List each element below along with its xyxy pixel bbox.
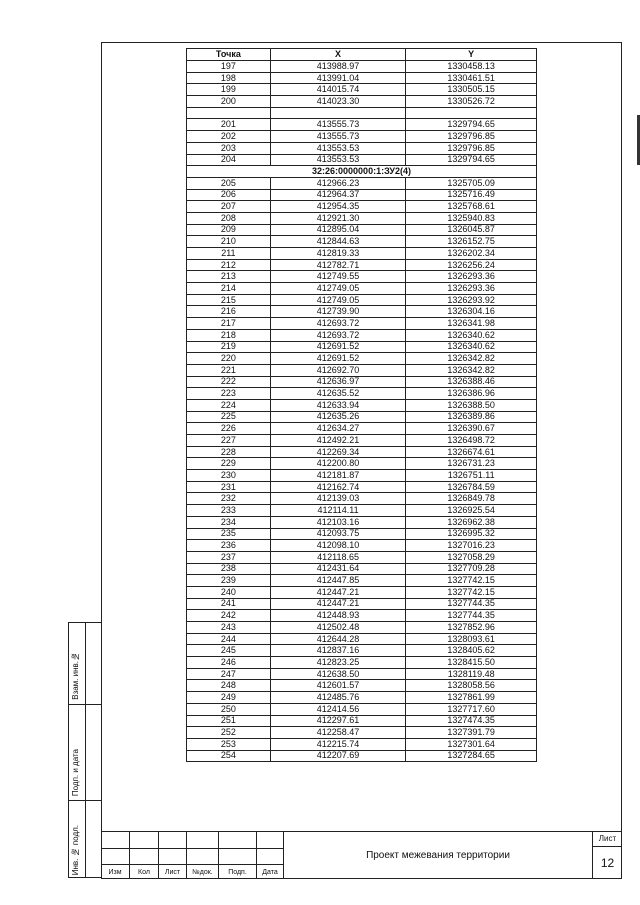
cell-point: 248 bbox=[187, 680, 271, 692]
cell-point: 224 bbox=[187, 399, 271, 411]
cell-y: 1330526.72 bbox=[406, 96, 537, 108]
cell-y: 1327284.65 bbox=[406, 750, 537, 762]
cell-point: 204 bbox=[187, 154, 271, 166]
tb-col-ndok bbox=[187, 832, 219, 879]
table-row bbox=[187, 703, 537, 715]
cell-x: 412215.74 bbox=[270, 738, 406, 750]
cell-y: 1326293.92 bbox=[406, 294, 537, 306]
cell-y: 1329794.65 bbox=[406, 154, 537, 166]
table-body bbox=[187, 61, 537, 762]
cell-x: 412601.57 bbox=[270, 680, 406, 692]
cell-point: 202 bbox=[187, 131, 271, 143]
cell-point: 245 bbox=[187, 645, 271, 657]
cell-x: 412634.27 bbox=[270, 423, 406, 435]
cell-y: 1326925.54 bbox=[406, 505, 537, 517]
cell-x: 412114.11 bbox=[270, 505, 406, 517]
cell-x: 414023.30 bbox=[270, 96, 406, 108]
cell-y: 1326202.34 bbox=[406, 248, 537, 260]
table-row bbox=[187, 154, 537, 166]
cell-point bbox=[187, 107, 271, 119]
table-row bbox=[187, 271, 537, 283]
table-row bbox=[187, 212, 537, 224]
table-row bbox=[187, 481, 537, 493]
table-row bbox=[187, 189, 537, 201]
cell-x: 412823.25 bbox=[270, 657, 406, 669]
cell-y: 1327852.96 bbox=[406, 622, 537, 634]
cell-y: 1329796.85 bbox=[406, 131, 537, 143]
cell-y: 1326341.98 bbox=[406, 318, 537, 330]
cell-y: 1328093.61 bbox=[406, 633, 537, 645]
cell-y bbox=[406, 107, 537, 119]
table-row bbox=[187, 563, 537, 575]
cell-x: 412258.47 bbox=[270, 727, 406, 739]
cell-x: 412691.52 bbox=[270, 341, 406, 353]
cell-y: 1325705.09 bbox=[406, 177, 537, 189]
table-row bbox=[187, 201, 537, 213]
cell-point: 228 bbox=[187, 446, 271, 458]
table-row bbox=[187, 750, 537, 762]
cell-y: 1326674.61 bbox=[406, 446, 537, 458]
cell-y: 1326045.87 bbox=[406, 224, 537, 236]
table-row bbox=[187, 376, 537, 388]
cell-x: 412633.94 bbox=[270, 399, 406, 411]
tb-col-podp bbox=[219, 832, 257, 879]
cell-y: 1328405.62 bbox=[406, 645, 537, 657]
tb-label-izm: Изм bbox=[108, 869, 122, 876]
cell-y: 1326340.62 bbox=[406, 329, 537, 341]
table-row bbox=[187, 657, 537, 669]
cell-point: 215 bbox=[187, 294, 271, 306]
table-row bbox=[187, 423, 537, 435]
cell-point: 203 bbox=[187, 142, 271, 154]
table-row bbox=[187, 727, 537, 739]
cell-x: 412492.21 bbox=[270, 435, 406, 447]
cell-y: 1326152.75 bbox=[406, 236, 537, 248]
cell-y: 1326342.82 bbox=[406, 364, 537, 376]
table-row bbox=[187, 177, 537, 189]
cell-point: 252 bbox=[187, 727, 271, 739]
cell-point: 243 bbox=[187, 622, 271, 634]
cell-y: 1327301.64 bbox=[406, 738, 537, 750]
cell-point: 218 bbox=[187, 329, 271, 341]
cell-x: 412139.03 bbox=[270, 493, 406, 505]
table-header-row bbox=[187, 49, 537, 61]
cell-x: 412447.21 bbox=[270, 598, 406, 610]
table-row bbox=[187, 575, 537, 587]
cell-x: 413553.53 bbox=[270, 154, 406, 166]
cell-y: 1329794.65 bbox=[406, 119, 537, 131]
cell-x: 412447.85 bbox=[270, 575, 406, 587]
table-row bbox=[187, 399, 537, 411]
cell-point: 198 bbox=[187, 72, 271, 84]
header-y: Y bbox=[406, 49, 537, 61]
cell-point: 200 bbox=[187, 96, 271, 108]
cell-point: 207 bbox=[187, 201, 271, 213]
side-stamp-orig-inv bbox=[69, 801, 102, 879]
cell-y: 1326784.59 bbox=[406, 481, 537, 493]
cell-x: 412103.16 bbox=[270, 516, 406, 528]
cell-y: 1327742.15 bbox=[406, 575, 537, 587]
table-row bbox=[187, 610, 537, 622]
cell-point: 217 bbox=[187, 318, 271, 330]
cell-point: 216 bbox=[187, 306, 271, 318]
cell-point: 227 bbox=[187, 435, 271, 447]
cell-point: 235 bbox=[187, 528, 271, 540]
cell-x: 412635.26 bbox=[270, 411, 406, 423]
cell-x: 412414.56 bbox=[270, 703, 406, 715]
tb-label-data: Дата bbox=[262, 869, 278, 876]
cell-point: 233 bbox=[187, 505, 271, 517]
table-row bbox=[187, 692, 537, 704]
table-row bbox=[187, 96, 537, 108]
table-row bbox=[187, 586, 537, 598]
cell-point: 251 bbox=[187, 715, 271, 727]
cell-x: 412954.35 bbox=[270, 201, 406, 213]
cell-y: 1325716.49 bbox=[406, 189, 537, 201]
cell-y: 1327058.29 bbox=[406, 551, 537, 563]
cell-point: 206 bbox=[187, 189, 271, 201]
cell-y: 1326293.36 bbox=[406, 271, 537, 283]
tb-col-kol bbox=[130, 832, 159, 879]
cell-point: 241 bbox=[187, 598, 271, 610]
sheet-box bbox=[592, 832, 622, 879]
table-row bbox=[187, 329, 537, 341]
table-row bbox=[187, 551, 537, 563]
table-row bbox=[187, 72, 537, 84]
cell-x: 412162.74 bbox=[270, 481, 406, 493]
cell-y: 1326293.36 bbox=[406, 283, 537, 295]
table-row bbox=[187, 645, 537, 657]
cell-y: 1330461.51 bbox=[406, 72, 537, 84]
cell-y: 1328058.56 bbox=[406, 680, 537, 692]
cell-y: 1327742.15 bbox=[406, 586, 537, 598]
tb-label-podp: Подп. bbox=[228, 869, 247, 876]
cell-y: 1330505.15 bbox=[406, 84, 537, 96]
cell-y: 1327016.23 bbox=[406, 540, 537, 552]
cell-x: 412200.80 bbox=[270, 458, 406, 470]
cell-x: 412691.52 bbox=[270, 353, 406, 365]
cell-x: 412782.71 bbox=[270, 259, 406, 271]
cell-x: 414015.74 bbox=[270, 84, 406, 96]
cell-point: 210 bbox=[187, 236, 271, 248]
table-row bbox=[187, 388, 537, 400]
table-row bbox=[187, 341, 537, 353]
cell-y: 1327744.35 bbox=[406, 598, 537, 610]
cell-point: 254 bbox=[187, 750, 271, 762]
cell-x: 412502.48 bbox=[270, 622, 406, 634]
cell-x: 412093.75 bbox=[270, 528, 406, 540]
cell-point: 220 bbox=[187, 353, 271, 365]
cell-x: 412485.76 bbox=[270, 692, 406, 704]
cell-point: 234 bbox=[187, 516, 271, 528]
cell-y: 1326256.24 bbox=[406, 259, 537, 271]
cell-point: 236 bbox=[187, 540, 271, 552]
tb-col-data bbox=[257, 832, 284, 879]
cell-x: 412964.37 bbox=[270, 189, 406, 201]
cell-x: 412819.33 bbox=[270, 248, 406, 260]
cell-point: 229 bbox=[187, 458, 271, 470]
tb-label-list: Лист bbox=[164, 869, 181, 876]
cell-x: 412638.50 bbox=[270, 668, 406, 680]
header-x: X bbox=[270, 49, 406, 61]
cell-x: 412207.69 bbox=[270, 750, 406, 762]
table-row bbox=[187, 107, 537, 119]
cell-y: 1326388.46 bbox=[406, 376, 537, 388]
cell-x: 412644.28 bbox=[270, 633, 406, 645]
cell-x: 412181.87 bbox=[270, 470, 406, 482]
cell-y: 1328119.48 bbox=[406, 668, 537, 680]
cell-x: 412118.65 bbox=[270, 551, 406, 563]
table-row bbox=[187, 622, 537, 634]
cell-x: 412635.52 bbox=[270, 388, 406, 400]
cell-y: 1325940.83 bbox=[406, 212, 537, 224]
table-row bbox=[187, 131, 537, 143]
table-row bbox=[187, 294, 537, 306]
cell-x: 412844.63 bbox=[270, 236, 406, 248]
cell-y: 1327474.35 bbox=[406, 715, 537, 727]
cell-point: 211 bbox=[187, 248, 271, 260]
cell-point: 247 bbox=[187, 668, 271, 680]
cell-x bbox=[270, 107, 406, 119]
cell-y: 1326995.32 bbox=[406, 528, 537, 540]
table-row bbox=[187, 435, 537, 447]
table-row bbox=[187, 364, 537, 376]
cell-point: 214 bbox=[187, 283, 271, 295]
cell-y: 1327709.28 bbox=[406, 563, 537, 575]
cell-y: 1326849.78 bbox=[406, 493, 537, 505]
cell-y: 1330458.13 bbox=[406, 61, 537, 73]
side-label-orig-inv: Инв. № подл. bbox=[71, 824, 80, 875]
table-row bbox=[187, 84, 537, 96]
table-row bbox=[187, 411, 537, 423]
cell-x: 412447.21 bbox=[270, 586, 406, 598]
cell-point: 225 bbox=[187, 411, 271, 423]
cell-point: 197 bbox=[187, 61, 271, 73]
cell-y: 1328415.50 bbox=[406, 657, 537, 669]
side-label-replace-inv: Взам. инв.№ bbox=[71, 652, 80, 700]
cell-point: 209 bbox=[187, 224, 271, 236]
table-row bbox=[187, 493, 537, 505]
cell-point: 253 bbox=[187, 738, 271, 750]
cell-point: 246 bbox=[187, 657, 271, 669]
cell-point: 221 bbox=[187, 364, 271, 376]
cell-y: 1326304.16 bbox=[406, 306, 537, 318]
table-row bbox=[187, 318, 537, 330]
cell-point: 239 bbox=[187, 575, 271, 587]
side-stamp bbox=[68, 622, 102, 878]
header-point: Точка bbox=[187, 49, 271, 61]
table-row bbox=[187, 715, 537, 727]
cell-x: 412693.72 bbox=[270, 318, 406, 330]
cell-point: 213 bbox=[187, 271, 271, 283]
cell-y: 1326340.62 bbox=[406, 341, 537, 353]
cell-y: 1326731.23 bbox=[406, 458, 537, 470]
cell-x: 412749.05 bbox=[270, 294, 406, 306]
table-row bbox=[187, 248, 537, 260]
table-row bbox=[187, 738, 537, 750]
table-row bbox=[187, 633, 537, 645]
sheet-label: Лист bbox=[593, 832, 622, 847]
cell-point: 230 bbox=[187, 470, 271, 482]
cell-y: 1327391.79 bbox=[406, 727, 537, 739]
cell-y: 1326962.38 bbox=[406, 516, 537, 528]
side-stamp-sign-date bbox=[69, 705, 102, 801]
table-row bbox=[187, 446, 537, 458]
cell-x: 412297.61 bbox=[270, 715, 406, 727]
table-row bbox=[187, 224, 537, 236]
cell-y: 1326388.50 bbox=[406, 399, 537, 411]
section-label: 32:26:0000000:1:ЗУ2(4) bbox=[187, 166, 537, 178]
table-row bbox=[187, 306, 537, 318]
table-row bbox=[187, 283, 537, 295]
cell-point: 223 bbox=[187, 388, 271, 400]
cell-x: 412739.90 bbox=[270, 306, 406, 318]
cell-point: 237 bbox=[187, 551, 271, 563]
cell-point: 212 bbox=[187, 259, 271, 271]
sheet-number: 12 bbox=[600, 856, 615, 870]
side-label-sign-date: Подп. и дата bbox=[71, 748, 80, 796]
cell-y: 1326390.67 bbox=[406, 423, 537, 435]
cell-x: 412431.64 bbox=[270, 563, 406, 575]
table-row bbox=[187, 119, 537, 131]
tb-col-izm bbox=[101, 832, 130, 879]
table-row bbox=[187, 470, 537, 482]
table-row bbox=[187, 505, 537, 517]
cell-x: 412921.30 bbox=[270, 212, 406, 224]
cell-x: 412692.70 bbox=[270, 364, 406, 376]
table-row bbox=[187, 516, 537, 528]
cell-x: 413553.53 bbox=[270, 142, 406, 154]
title-block bbox=[101, 831, 622, 879]
cell-point: 232 bbox=[187, 493, 271, 505]
cell-point: 219 bbox=[187, 341, 271, 353]
cell-x: 412448.93 bbox=[270, 610, 406, 622]
cell-x: 413988.97 bbox=[270, 61, 406, 73]
cell-point: 250 bbox=[187, 703, 271, 715]
cell-y: 1329796.85 bbox=[406, 142, 537, 154]
cell-x: 412749.55 bbox=[270, 271, 406, 283]
tb-label-kol: Кол bbox=[138, 869, 150, 876]
cell-point: 226 bbox=[187, 423, 271, 435]
table-row bbox=[187, 166, 537, 178]
cell-y: 1326389.86 bbox=[406, 411, 537, 423]
cell-y: 1326386.96 bbox=[406, 388, 537, 400]
cell-x: 413555.73 bbox=[270, 119, 406, 131]
cell-point: 199 bbox=[187, 84, 271, 96]
cell-point: 208 bbox=[187, 212, 271, 224]
cell-x: 412269.34 bbox=[270, 446, 406, 458]
cell-point: 238 bbox=[187, 563, 271, 575]
cell-point: 231 bbox=[187, 481, 271, 493]
cell-x: 412693.72 bbox=[270, 329, 406, 341]
table-row bbox=[187, 458, 537, 470]
cell-x: 412098.10 bbox=[270, 540, 406, 552]
cell-y: 1327717.60 bbox=[406, 703, 537, 715]
cell-point: 244 bbox=[187, 633, 271, 645]
cell-y: 1326342.82 bbox=[406, 353, 537, 365]
table-row bbox=[187, 61, 537, 73]
table-row bbox=[187, 353, 537, 365]
table-row bbox=[187, 528, 537, 540]
cell-x: 413555.73 bbox=[270, 131, 406, 143]
table-row bbox=[187, 236, 537, 248]
cell-x: 412966.23 bbox=[270, 177, 406, 189]
table-row bbox=[187, 142, 537, 154]
tb-col-list bbox=[159, 832, 187, 879]
cell-point: 205 bbox=[187, 177, 271, 189]
cell-y: 1326751.11 bbox=[406, 470, 537, 482]
cell-point: 240 bbox=[187, 586, 271, 598]
cell-y: 1327861.99 bbox=[406, 692, 537, 704]
cell-x: 413991.04 bbox=[270, 72, 406, 84]
document-title: Проект межевания территории bbox=[366, 850, 510, 861]
cell-x: 412636.97 bbox=[270, 376, 406, 388]
table-row bbox=[187, 680, 537, 692]
table-row bbox=[187, 668, 537, 680]
side-stamp-replace-inv bbox=[69, 623, 102, 705]
cell-y: 1327744.35 bbox=[406, 610, 537, 622]
table-row bbox=[187, 259, 537, 271]
cell-y: 1326498.72 bbox=[406, 435, 537, 447]
cell-point: 222 bbox=[187, 376, 271, 388]
cell-x: 412895.04 bbox=[270, 224, 406, 236]
cell-y: 1325768.61 bbox=[406, 201, 537, 213]
cell-point: 242 bbox=[187, 610, 271, 622]
coordinates-table bbox=[186, 48, 537, 762]
table-row bbox=[187, 540, 537, 552]
table-row bbox=[187, 598, 537, 610]
cell-x: 412837.16 bbox=[270, 645, 406, 657]
tb-label-ndok: №док. bbox=[192, 869, 213, 876]
cell-point: 249 bbox=[187, 692, 271, 704]
cell-x: 412749.05 bbox=[270, 283, 406, 295]
cell-point: 201 bbox=[187, 119, 271, 131]
